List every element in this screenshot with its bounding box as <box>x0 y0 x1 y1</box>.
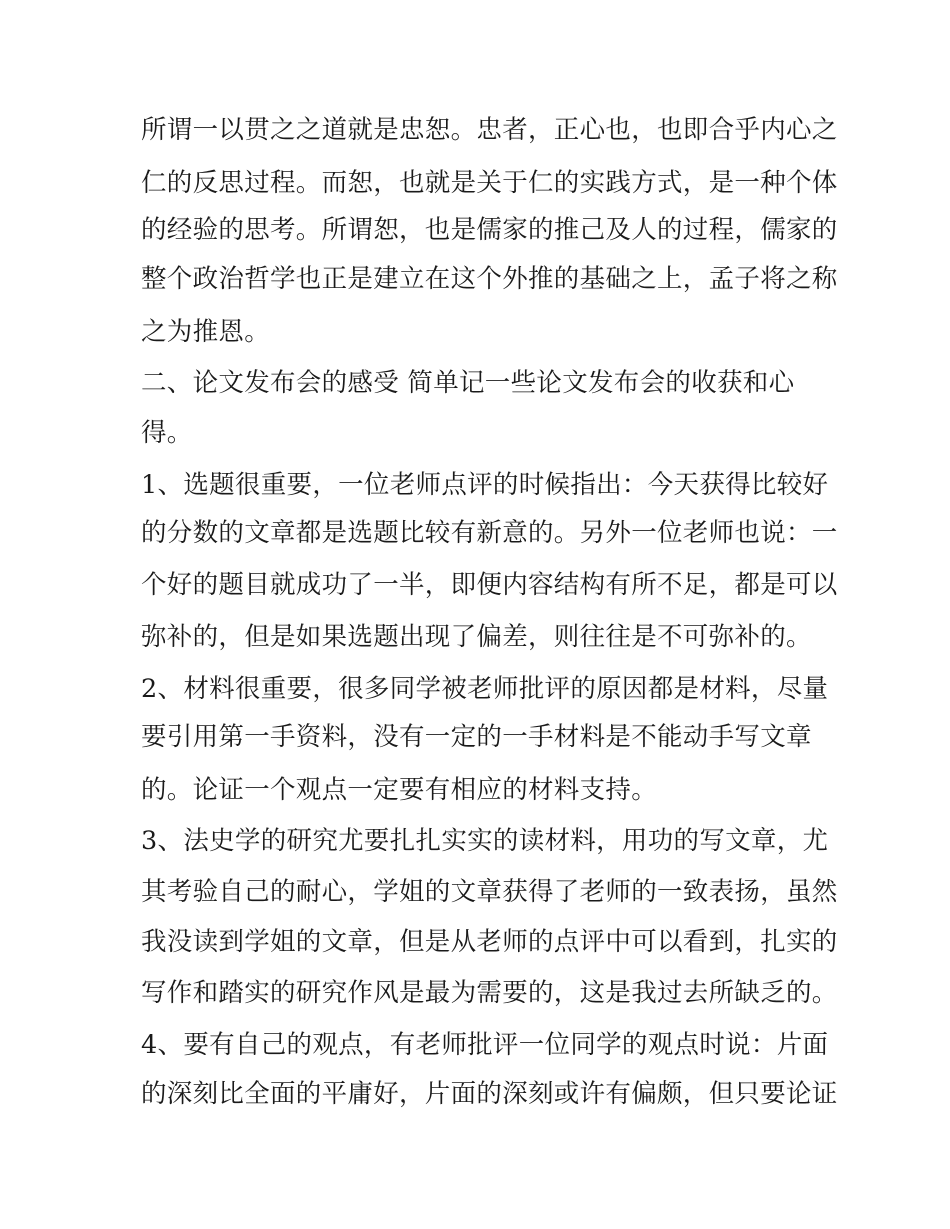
text-line: 仁的反思过程。而恕，也就是关于仁的实践方式，是一种个体 <box>141 168 838 198</box>
text-line: 所谓一以贯之之道就是忠恕。忠者，正心也，也即合乎内心之 <box>141 115 838 145</box>
text-line: 之为推恩。 <box>141 317 271 347</box>
list-item-3: 3、法史学的研究尤要扎扎实实的读材料，用功的写文章，尤 <box>141 826 829 856</box>
text-line: 个好的题目就成功了一半，即便内容结构有所不足，都是可以 <box>141 570 838 600</box>
text-line: 的深刻比全面的平庸好，片面的深刻或许有偏颇，但只要论证 <box>141 1079 838 1109</box>
text-line: 的经验的思考。所谓恕，也是儒家的推己及人的过程，儒家的 <box>141 215 838 245</box>
section-heading: 二、论文发布会的感受 简单记一些论文发布会的收获和心 <box>141 368 795 398</box>
text-line: 的分数的文章都是选题比较有新意的。另外一位老师也说：一 <box>141 518 838 548</box>
list-item-1: 1、选题很重要，一位老师点评的时候指出：今天获得比较好 <box>141 470 829 500</box>
list-item-2: 2、材料很重要，很多同学被老师批评的原因都是材料，尽量 <box>141 674 829 704</box>
text-line: 弥补的，但是如果选题出现了偏差，则往往是不可弥补的。 <box>141 622 812 652</box>
text-line: 得。 <box>141 418 193 448</box>
text-line: 整个政治哲学也正是建立在这个外推的基础之上，孟子将之称 <box>141 264 838 294</box>
text-line: 要引用第一手资料，没有一定的一手材料是不能动手写文章 <box>141 722 812 752</box>
text-line: 的。论证一个观点一定要有相应的材料支持。 <box>141 775 658 805</box>
list-item-4: 4、要有自己的观点，有老师批评一位同学的观点时说：片面 <box>141 1030 829 1060</box>
text-line: 写作和踏实的研究作风是最为需要的，这是我过去所缺乏的。 <box>141 978 838 1008</box>
text-line: 其考验自己的耐心，学姐的文章获得了老师的一致表扬，虽然 <box>141 877 838 907</box>
text-line: 我没读到学姐的文章，但是从老师的点评中可以看到，扎实的 <box>141 927 838 957</box>
